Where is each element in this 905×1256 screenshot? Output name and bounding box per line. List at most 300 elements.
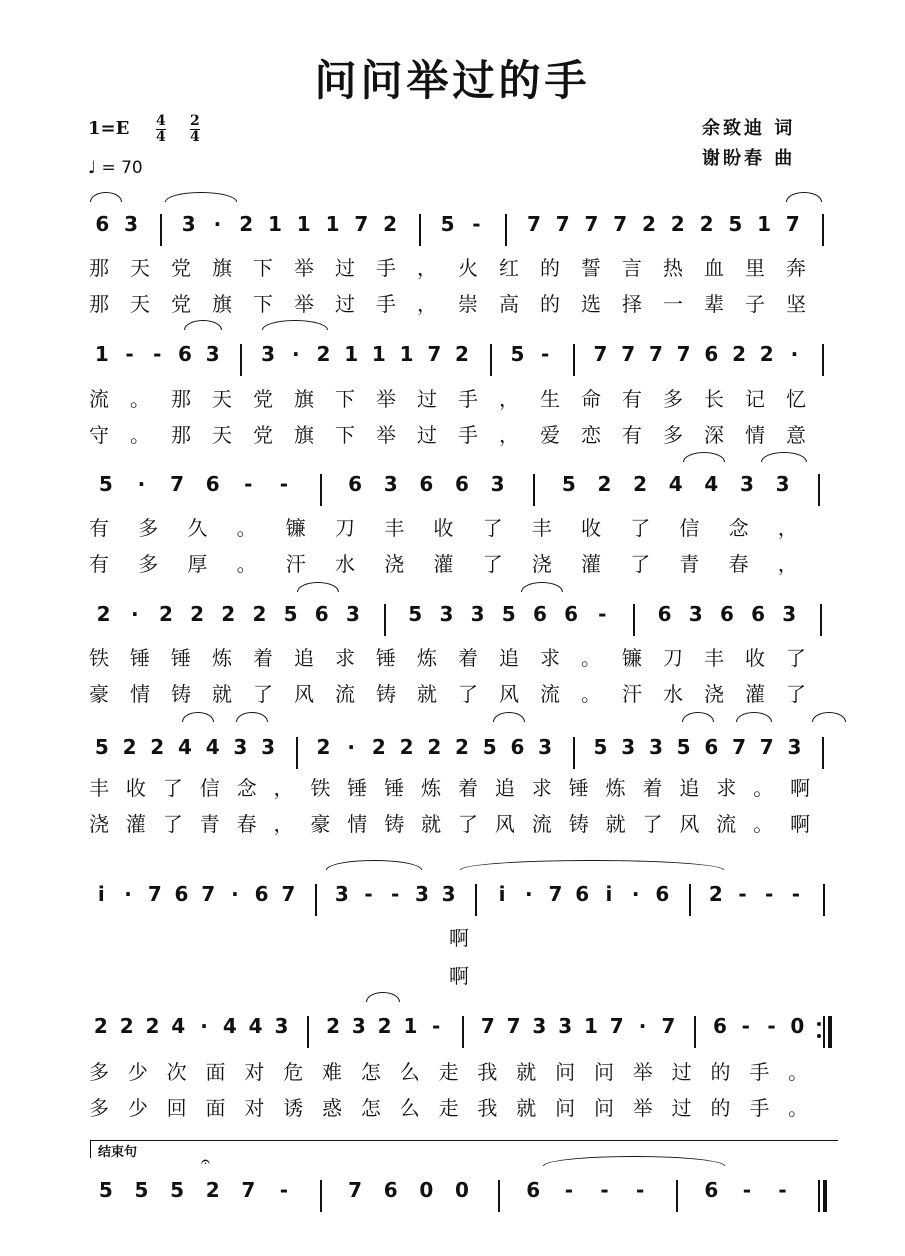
lyric-char: 刀: [663, 646, 683, 670]
quarter-note-icon: ♩: [88, 158, 97, 178]
bar-line: [573, 344, 575, 376]
note: 6: [751, 602, 766, 626]
lyric-char: 铁: [310, 776, 331, 800]
note: 3: [414, 882, 429, 906]
note: -: [564, 1178, 573, 1202]
note: 3: [775, 472, 790, 496]
note: 2: [122, 735, 137, 759]
note: 2: [221, 602, 236, 626]
lyric-char: 恋: [581, 423, 601, 447]
lyric-char: 。: [788, 1060, 809, 1084]
lyric-char: 了: [458, 812, 478, 836]
lyric-char: 铸: [171, 682, 191, 706]
lyric-char: 灌: [581, 552, 601, 576]
lyric-char: 誓: [581, 256, 601, 280]
note: 2: [708, 882, 723, 906]
note: 2: [455, 735, 469, 759]
note: 2: [190, 602, 205, 626]
note: 6: [177, 342, 192, 366]
lyric-char: 那: [171, 387, 191, 411]
note: 2: [145, 1014, 160, 1038]
lyric-char: 流: [531, 812, 552, 836]
note: 7: [555, 212, 570, 236]
lyric-line: [0, 808, 905, 836]
lyric-char: 过: [335, 292, 355, 316]
lyric-char: 就: [516, 1096, 537, 1120]
slur: [543, 1156, 725, 1166]
lyric-char: 就: [605, 812, 626, 836]
note: 2: [96, 602, 111, 626]
note: 5: [501, 602, 516, 626]
note: 2: [326, 1014, 340, 1038]
composer-credit: 谢盼春 曲: [702, 148, 796, 169]
slur: [184, 320, 222, 330]
note: 5: [408, 602, 423, 626]
bar-line: [533, 474, 535, 506]
note: -: [244, 472, 253, 496]
note: 2: [427, 735, 442, 759]
lyric-char: 天: [212, 423, 232, 447]
lyric-char: ，: [777, 552, 798, 576]
note: 3: [787, 735, 802, 759]
note: 6: [510, 735, 525, 759]
lyric-char: 追: [499, 646, 519, 670]
lyric-char: 铸: [568, 812, 589, 836]
lyric-char: 走: [438, 1096, 459, 1120]
lyric-char: 情: [347, 812, 368, 836]
lyric-char: 灌: [125, 812, 146, 836]
lyric-char: 就: [421, 812, 442, 836]
lyric-char: 啊: [790, 776, 811, 800]
lyric-char: 锤: [568, 776, 589, 800]
lyric-char: 情: [130, 682, 150, 706]
note: 2: [759, 342, 774, 366]
lyric-char: 多: [663, 423, 683, 447]
lyric-char: 爱: [540, 423, 560, 447]
note: -: [742, 1178, 752, 1202]
final-bar-line: [823, 1180, 827, 1212]
lyric-char: 么: [399, 1060, 420, 1084]
lyric-char: 选: [581, 292, 601, 316]
lyric-char: 收: [433, 516, 454, 540]
bar-line: [818, 1180, 820, 1212]
lyric-char: 一: [663, 292, 683, 316]
note: 3: [205, 342, 220, 366]
lyric-char: 啊: [449, 964, 469, 988]
note: -: [598, 602, 607, 626]
note: -: [600, 1178, 609, 1202]
note: 7: [759, 735, 774, 759]
note: 5: [94, 735, 109, 759]
note: 3: [538, 735, 553, 759]
lyric-char: 灌: [745, 682, 765, 706]
note: -: [741, 1014, 750, 1038]
bar-line: [419, 214, 421, 246]
lyric-line: [0, 548, 905, 576]
lyric-line: [0, 288, 905, 316]
note: 6: [174, 882, 189, 906]
lyric-char: 多: [663, 387, 683, 411]
lyric-char: 举: [294, 256, 314, 280]
note: 3: [261, 342, 276, 366]
note: 2: [158, 602, 173, 626]
lyric-char: 青: [679, 552, 700, 576]
lyric-char: 风: [499, 682, 519, 706]
lyric-char: 。: [130, 423, 150, 447]
lyric-char: 情: [745, 423, 765, 447]
note: 6: [455, 472, 469, 496]
note: 7: [480, 1014, 495, 1038]
lyric-char: 着: [458, 646, 478, 670]
lyric-char: 念: [728, 516, 749, 540]
note: 6: [205, 472, 220, 496]
lyric-char: 旗: [212, 292, 232, 316]
note: -: [391, 882, 400, 906]
lyric-char: 党: [171, 256, 191, 280]
lyric-char: 党: [253, 387, 273, 411]
bar-line: [498, 1180, 500, 1212]
note: 3: [782, 602, 797, 626]
note: 1: [757, 212, 772, 236]
lyric-char: 了: [162, 812, 183, 836]
note: 2: [119, 1014, 134, 1038]
note: 3: [351, 1014, 366, 1038]
lyric-char: 。: [581, 646, 601, 670]
lyric-line: [0, 419, 905, 447]
lyric-char: 着: [642, 776, 663, 800]
lyric-char: 追: [494, 776, 515, 800]
note: 3: [532, 1014, 547, 1038]
note: 6: [704, 1178, 719, 1202]
lyric-char: 面: [205, 1060, 226, 1084]
lyric-char: 。: [753, 812, 774, 836]
bar-line: [822, 344, 824, 376]
note: i: [97, 882, 105, 906]
lyric-char: 诱: [283, 1096, 304, 1120]
time-signature-4-4: [156, 114, 166, 145]
note: 7: [593, 342, 608, 366]
slur: [786, 192, 822, 202]
note: ·: [790, 342, 799, 366]
bar-line: [320, 474, 322, 506]
lyric-char: 手: [376, 292, 396, 316]
lyric-char: 守: [89, 423, 109, 447]
bar-line: [823, 1016, 825, 1048]
lyric-char: 风: [294, 682, 314, 706]
lyric-char: 的: [540, 256, 560, 280]
note: -: [738, 882, 747, 906]
score-row: [0, 1014, 905, 1054]
note: i: [498, 882, 506, 906]
lyric-char: 深: [704, 423, 724, 447]
note: 7: [147, 882, 162, 906]
lyric-line: [0, 252, 905, 280]
lyric-char: 的: [710, 1096, 731, 1120]
note: 3: [345, 602, 360, 626]
lyric-char: ，: [273, 812, 294, 836]
note: 3: [233, 735, 248, 759]
bar-line: [475, 884, 477, 916]
lyric-char: 了: [642, 812, 663, 836]
time-signature-2-4: [190, 114, 200, 145]
lyric-char: 的: [710, 1060, 731, 1084]
lyric-char: 着: [458, 776, 478, 800]
lyric-char: 春: [728, 552, 749, 576]
meter-denominator: 4: [190, 129, 200, 145]
note: 7: [506, 1014, 521, 1038]
bar-line: [384, 604, 386, 636]
lyric-char: 就: [212, 682, 232, 706]
note: 4: [222, 1014, 237, 1038]
lyric-char: 。: [236, 516, 257, 540]
note: 7: [661, 1014, 676, 1038]
bar-line: [822, 214, 824, 246]
note: 6: [704, 735, 719, 759]
note: 7: [584, 212, 599, 236]
note: ·: [200, 1014, 208, 1038]
ending-bracket-left: [90, 1140, 91, 1158]
lyricist-credit: 余致迪 词: [702, 118, 796, 139]
lyric-char: 了: [630, 552, 651, 576]
slur: [736, 712, 772, 722]
lyric-char: 旗: [294, 423, 314, 447]
lyric-char: 流: [89, 387, 109, 411]
note: 2: [316, 735, 331, 759]
lyric-char: 我: [477, 1096, 498, 1120]
note: 3: [181, 212, 196, 236]
note: 3: [621, 735, 636, 759]
note: 2: [399, 735, 414, 759]
note: 6: [575, 882, 590, 906]
note: 7: [354, 212, 369, 236]
lyric-char: 厚: [187, 552, 208, 576]
lyric-char: 择: [622, 292, 642, 316]
note: 5: [98, 472, 113, 496]
lyric-char: 那: [89, 256, 109, 280]
bar-line: [822, 737, 824, 769]
lyric-char: 丰: [704, 646, 724, 670]
lyric-char: 信: [679, 516, 700, 540]
lyric-char: 旗: [294, 387, 314, 411]
note: -: [125, 342, 134, 366]
note: 6: [719, 602, 734, 626]
note: 7: [526, 212, 541, 236]
note: 1: [268, 212, 282, 236]
note: 2: [239, 212, 254, 236]
lyric-char: 豪: [89, 682, 109, 706]
slur: [683, 452, 725, 462]
lyric-char: 天: [130, 292, 150, 316]
note: 1: [583, 1014, 598, 1038]
bar-line: [820, 604, 822, 636]
tempo-marking: [88, 158, 143, 178]
lyric-char: 下: [335, 387, 355, 411]
lyric-char: 流: [540, 682, 560, 706]
note: -: [279, 1178, 289, 1202]
fermata-icon: 𝄐: [201, 1152, 210, 1171]
lyric-char: 。: [130, 387, 150, 411]
note: 4: [205, 735, 220, 759]
lyric-char: 多: [89, 1096, 109, 1120]
lyric-char: 危: [283, 1060, 304, 1084]
note: 4: [177, 735, 192, 759]
lyric-line: [0, 678, 905, 706]
ending-label: 结束句: [98, 1145, 138, 1160]
note: 2: [377, 1014, 392, 1038]
note: 1: [296, 212, 311, 236]
lyric-char: 天: [130, 256, 150, 280]
score-row: [0, 602, 905, 642]
note: 6: [655, 882, 670, 906]
note: -: [765, 882, 774, 906]
lyric-char: 子: [745, 292, 765, 316]
note: 3: [470, 602, 485, 626]
lyric-char: 浇: [89, 812, 109, 836]
note: 3: [439, 602, 454, 626]
lyric-char: 锤: [384, 776, 405, 800]
meter-numerator: 4: [156, 113, 166, 129]
note: 3: [688, 602, 703, 626]
note: 2: [252, 602, 267, 626]
lyric-char: 对: [244, 1060, 265, 1084]
note: 6: [532, 602, 547, 626]
note: ·: [213, 212, 222, 236]
note: 5: [170, 1178, 184, 1202]
lyric-char: 高: [499, 292, 519, 316]
lyric-char: 手: [458, 423, 478, 447]
lyric-char: 了: [458, 682, 478, 706]
note: 6: [564, 602, 579, 626]
lyric-char: ，: [417, 292, 437, 316]
lyric-char: 炼: [605, 776, 626, 800]
lyric-line: [0, 922, 905, 950]
lyric-char: 铁: [89, 646, 109, 670]
lyric-char: 记: [745, 387, 765, 411]
note: 7: [548, 882, 563, 906]
note: -: [432, 1014, 441, 1038]
bar-line: [505, 214, 507, 246]
lyric-char: 么: [399, 1096, 420, 1120]
slur: [521, 582, 563, 592]
note: 3: [261, 735, 276, 759]
lyric-char: 奔: [786, 256, 806, 280]
lyric-char: 血: [704, 256, 724, 280]
lyric-char: 有: [622, 423, 642, 447]
lyric-char: 炼: [421, 776, 442, 800]
ending-bracket: [90, 1140, 838, 1142]
lyric-char: ，: [417, 256, 437, 280]
lyric-char: 多: [138, 552, 159, 576]
lyric-char: 念: [236, 776, 257, 800]
bar-line: [307, 1016, 309, 1048]
note: -: [153, 342, 162, 366]
lyric-char: 手: [749, 1060, 770, 1084]
note: 2: [383, 212, 398, 236]
lyric-char: 党: [171, 292, 191, 316]
note: 2: [205, 1178, 220, 1202]
score-row: [0, 882, 905, 922]
lyric-char: 。: [236, 552, 257, 576]
bar-line: [689, 884, 691, 916]
note: 6: [526, 1178, 541, 1202]
lyric-char: 镰: [622, 646, 642, 670]
note: ·: [231, 882, 239, 906]
note: 3: [739, 472, 754, 496]
lyric-char: 走: [438, 1060, 459, 1084]
lyric-char: 手: [749, 1096, 770, 1120]
note: 7: [348, 1178, 363, 1202]
note: ·: [638, 1014, 647, 1038]
lyric-char: 的: [540, 292, 560, 316]
slur: [165, 192, 237, 202]
lyric-char: 举: [632, 1096, 653, 1120]
lyric-char: 锤: [130, 646, 150, 670]
lyric-char: 长: [704, 387, 724, 411]
bar-line: [490, 344, 492, 376]
lyric-char: 天: [212, 387, 232, 411]
note: i: [605, 882, 613, 906]
lyric-char: 举: [376, 387, 396, 411]
bar-line: [694, 1016, 696, 1048]
lyric-char: 旗: [212, 256, 232, 280]
note: 5: [482, 735, 497, 759]
lyric-char: 难: [322, 1060, 343, 1084]
lyric-char: 。: [753, 776, 774, 800]
lyric-char: 浇: [704, 682, 724, 706]
bar-line: [633, 604, 635, 636]
slur: [182, 712, 214, 722]
note: ·: [347, 735, 355, 759]
lyric-char: 求: [540, 646, 560, 670]
lyric-line: [0, 383, 905, 411]
lyric-char: 了: [786, 682, 806, 706]
note: 7: [201, 882, 216, 906]
note: 7: [609, 1014, 624, 1038]
meter-numerator: 2: [190, 113, 200, 129]
note: 7: [427, 342, 442, 366]
lyric-char: 那: [171, 423, 191, 447]
lyric-char: 风: [494, 812, 515, 836]
note: 7: [241, 1178, 256, 1202]
lyric-char: 了: [162, 776, 183, 800]
note: 4: [668, 472, 683, 496]
lyric-char: 惑: [322, 1096, 343, 1120]
lyric-char: 手: [458, 387, 478, 411]
lyric-char: 过: [335, 256, 355, 280]
lyric-char: 党: [253, 423, 273, 447]
lyric-char: 有: [89, 516, 109, 540]
note: 3: [558, 1014, 573, 1038]
lyric-char: 收: [745, 646, 765, 670]
note: 6: [712, 1014, 727, 1038]
repeat-dot: [817, 1034, 821, 1038]
note: 2: [732, 342, 746, 366]
lyric-char: 着: [253, 646, 273, 670]
lyric-char: 少: [127, 1096, 148, 1120]
note: ·: [124, 882, 132, 906]
lyric-char: 了: [253, 682, 273, 706]
lyric-char: 丰: [531, 516, 552, 540]
lyric-char: 。: [788, 1096, 809, 1120]
lyric-char: 有: [622, 387, 642, 411]
lyric-char: 水: [335, 552, 355, 576]
note: 2: [633, 472, 648, 496]
note: 3: [490, 472, 505, 496]
score-row: [0, 342, 905, 382]
lyric-char: 锤: [347, 776, 368, 800]
lyric-char: 忆: [786, 387, 806, 411]
lyric-char: 火: [458, 256, 478, 280]
